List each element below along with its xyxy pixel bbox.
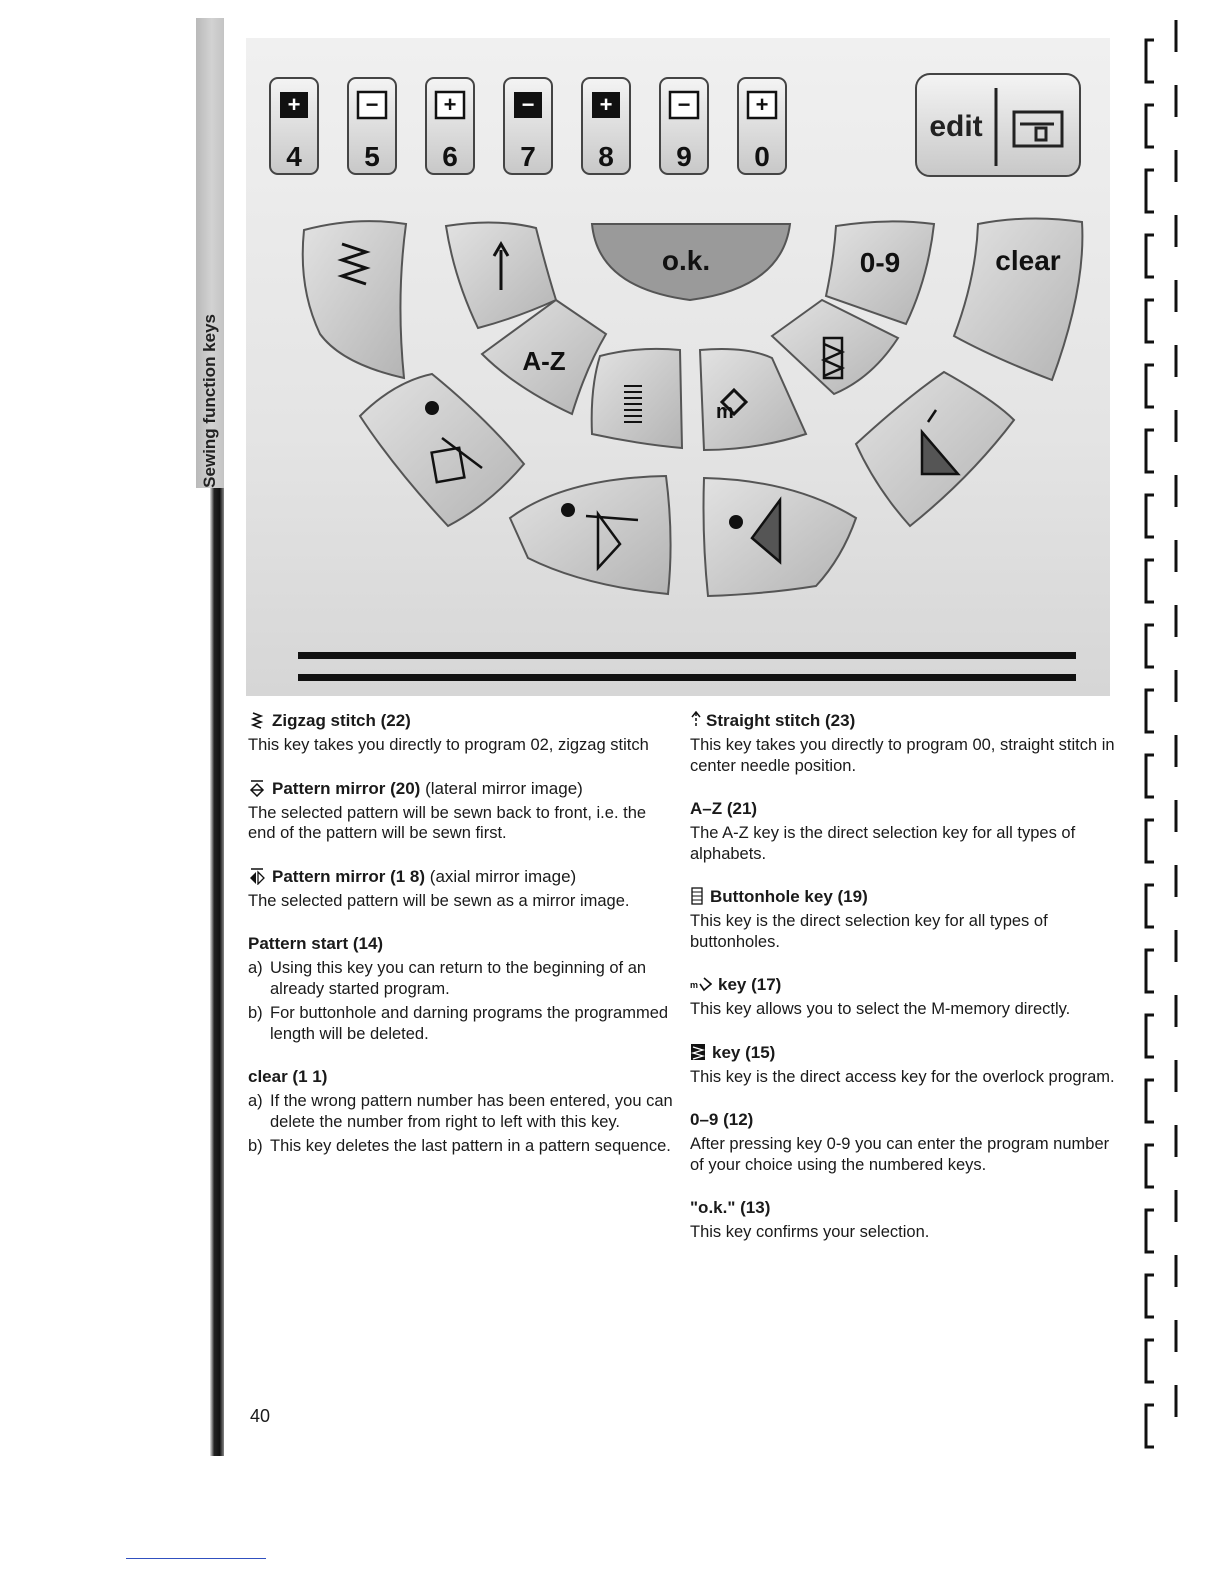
binding-bracket: [1146, 40, 1154, 82]
binding-bracket: [1146, 885, 1154, 927]
clear-label: clear: [995, 245, 1061, 276]
ok-entry: [690, 1197, 1120, 1243]
lateral-mirror-icon: [248, 779, 266, 797]
binding-bracket: [1146, 365, 1154, 407]
sign-label: −: [677, 92, 691, 117]
pattern-mirror-lateral-key[interactable]: [360, 374, 524, 526]
binding-bracket: [1146, 690, 1154, 732]
clear-key[interactable]: [954, 218, 1082, 380]
binding-bracket: [1146, 820, 1154, 862]
number-label: 9: [676, 141, 692, 172]
binding-bracket: [1146, 105, 1154, 147]
binding-bracket: [1146, 1015, 1154, 1057]
zigzag-icon: [248, 711, 266, 729]
number-label: 4: [286, 141, 302, 172]
overlock-title: key (15): [712, 1042, 776, 1062]
ok-key[interactable]: [592, 224, 790, 300]
overlock-entry: [690, 1042, 1120, 1088]
list-item: [248, 1091, 678, 1132]
zero-nine-text: After pressing key 0-9 you can enter the program number of your choice using the numbered keys.: [690, 1135, 1110, 1174]
number-key[interactable]: [738, 78, 786, 174]
section-tab: [196, 18, 224, 488]
buttonhole-icon: [624, 386, 642, 422]
buttonhole-key[interactable]: [592, 349, 682, 448]
list-item: [248, 958, 678, 999]
sign-label: −: [521, 92, 535, 117]
binding-bracket: [1146, 625, 1154, 667]
keypad-photo: [246, 38, 1110, 696]
memory-key[interactable]: [700, 349, 806, 450]
mirror-lateral-qualifier: (lateral mirror image): [425, 778, 583, 798]
sign-label: +: [287, 92, 301, 117]
ok-title: "o.k." (13): [690, 1198, 771, 1217]
list-text: Using this key you can return to the beginning of an already started program.: [270, 959, 647, 998]
zero-nine-label: 0-9: [859, 247, 901, 278]
binding-bracket: [1146, 170, 1154, 212]
binding-bracket: [1146, 1210, 1154, 1252]
binding-bracket: [1146, 1340, 1154, 1382]
overlock-text: This key is the direct access key for the overlock program.: [690, 1067, 1115, 1086]
az-title: A–Z (21): [690, 799, 758, 818]
clear-title: clear (1 1): [248, 1067, 328, 1086]
ok-label: o.k.: [661, 245, 711, 276]
svg-text:m: m: [690, 980, 699, 990]
binding-bracket: [1146, 235, 1154, 277]
mirror-axial-text: The selected pattern will be sewn as a mirror image.: [248, 891, 630, 910]
list-text: This key deletes the last pattern in a pattern sequence.: [270, 1137, 671, 1155]
az-text: The A-Z key is the direct selection key for all types of alphabets.: [690, 824, 1076, 863]
zero-nine-title: 0–9 (12): [690, 1110, 754, 1129]
memory-text: This key allows you to select the M-memory directly.: [690, 1000, 1071, 1018]
edit-label: edit: [929, 110, 983, 143]
zero-nine-entry: [690, 1109, 1120, 1175]
binding-bracket: [1146, 1275, 1154, 1317]
mirror-lateral-text: The selected pattern will be sewn back to front, i.e. the end of the pattern will be sewn first.: [248, 803, 647, 842]
binding-bracket: [1146, 755, 1154, 797]
list-item: [248, 1003, 678, 1044]
binding-bracket: [1146, 560, 1154, 602]
buttonhole-text: This key is the direct selection key for all types of buttonholes.: [690, 912, 1048, 951]
memory-icon: [690, 975, 712, 993]
memory-entry: [690, 974, 1120, 1020]
right-column: [690, 710, 1120, 1265]
straight-entry: [690, 710, 1120, 776]
left-column: [248, 710, 678, 1179]
ok-text: This key confirms your selection.: [690, 1223, 930, 1241]
footer-rule: [126, 1558, 266, 1559]
straight-title: Straight stitch (23): [706, 711, 856, 730]
buttonhole-icon: [690, 887, 704, 905]
straight-stitch-icon: [690, 711, 702, 729]
number-key[interactable]: [582, 78, 630, 174]
list-text: For buttonhole and darning programs the programmed length will be deleted.: [270, 1004, 669, 1043]
list-marker: b): [248, 1137, 263, 1155]
pattern-start-entry: [248, 933, 678, 1044]
az-label: A-Z: [522, 346, 566, 376]
number-label: 7: [520, 141, 536, 172]
number-key[interactable]: [270, 78, 318, 174]
number-key[interactable]: [504, 78, 552, 174]
zigzag-title: Zigzag stitch (22): [272, 711, 411, 730]
list-marker: a): [248, 959, 263, 977]
number-label: 0: [754, 141, 770, 172]
svg-text:m: m: [716, 401, 734, 423]
buttonhole-title: Buttonhole key (19): [710, 887, 868, 906]
sign-label: +: [443, 92, 457, 117]
memory-title: key (17): [718, 975, 782, 994]
number-label: 5: [364, 141, 380, 172]
list-text: If the wrong pattern number has been entered, you can delete the number from right to left with this key.: [270, 1092, 673, 1131]
zigzag-entry: [248, 710, 678, 756]
sign-label: +: [755, 92, 769, 117]
mirror-axial-entry: [248, 866, 678, 912]
overlock-icon: [690, 1043, 706, 1061]
sign-label: −: [365, 92, 379, 117]
pattern-start-key[interactable]: [510, 476, 671, 594]
number-label: 8: [598, 141, 614, 172]
binding-bracket: [1146, 495, 1154, 537]
binding-bracket: [1146, 300, 1154, 342]
number-label: 6: [442, 141, 458, 172]
az-entry: [690, 798, 1120, 864]
mirror-lateral-entry: [248, 778, 678, 844]
page-edge-bar: [210, 488, 224, 1456]
clear-entry: [248, 1066, 678, 1157]
sign-label: +: [599, 92, 613, 117]
page-number: 40: [250, 1406, 271, 1426]
number-key[interactable]: [660, 78, 708, 174]
straight-text: This key takes you directly to program 00, straight stitch in center needle position.: [690, 736, 1115, 775]
binding-bracket: [1146, 1405, 1154, 1447]
binding-bracket: [1146, 950, 1154, 992]
list-marker: b): [248, 1004, 263, 1022]
binding-bracket: [1146, 1145, 1154, 1187]
edit-key[interactable]: [916, 74, 1080, 176]
list-marker: a): [248, 1092, 263, 1110]
buttonhole-entry: [690, 886, 1120, 952]
mirror-axial-title: Pattern mirror (1 8): [272, 866, 426, 886]
zigzag-text: This key takes you directly to program 02, zigzag stitch: [248, 736, 649, 754]
binding-bracket: [1146, 430, 1154, 472]
pattern-start-title: Pattern start (14): [248, 934, 384, 953]
axial-mirror-icon: [248, 867, 266, 885]
binding-bracket: [1146, 1080, 1154, 1122]
spiral-binding: [1136, 10, 1196, 1450]
number-key[interactable]: [426, 78, 474, 174]
zero-nine-key[interactable]: [826, 221, 934, 324]
zigzag-stitch-key[interactable]: [303, 221, 406, 378]
mirror-axial-qualifier: (axial mirror image): [429, 866, 577, 886]
list-item: [248, 1136, 678, 1157]
pattern-end-key[interactable]: [856, 372, 1014, 526]
pattern-mirror-axial-key[interactable]: [704, 478, 857, 596]
number-key[interactable]: [348, 78, 396, 174]
section-tab-label: Sewing function keys: [200, 314, 219, 488]
mirror-lateral-title: Pattern mirror (20): [272, 778, 421, 798]
